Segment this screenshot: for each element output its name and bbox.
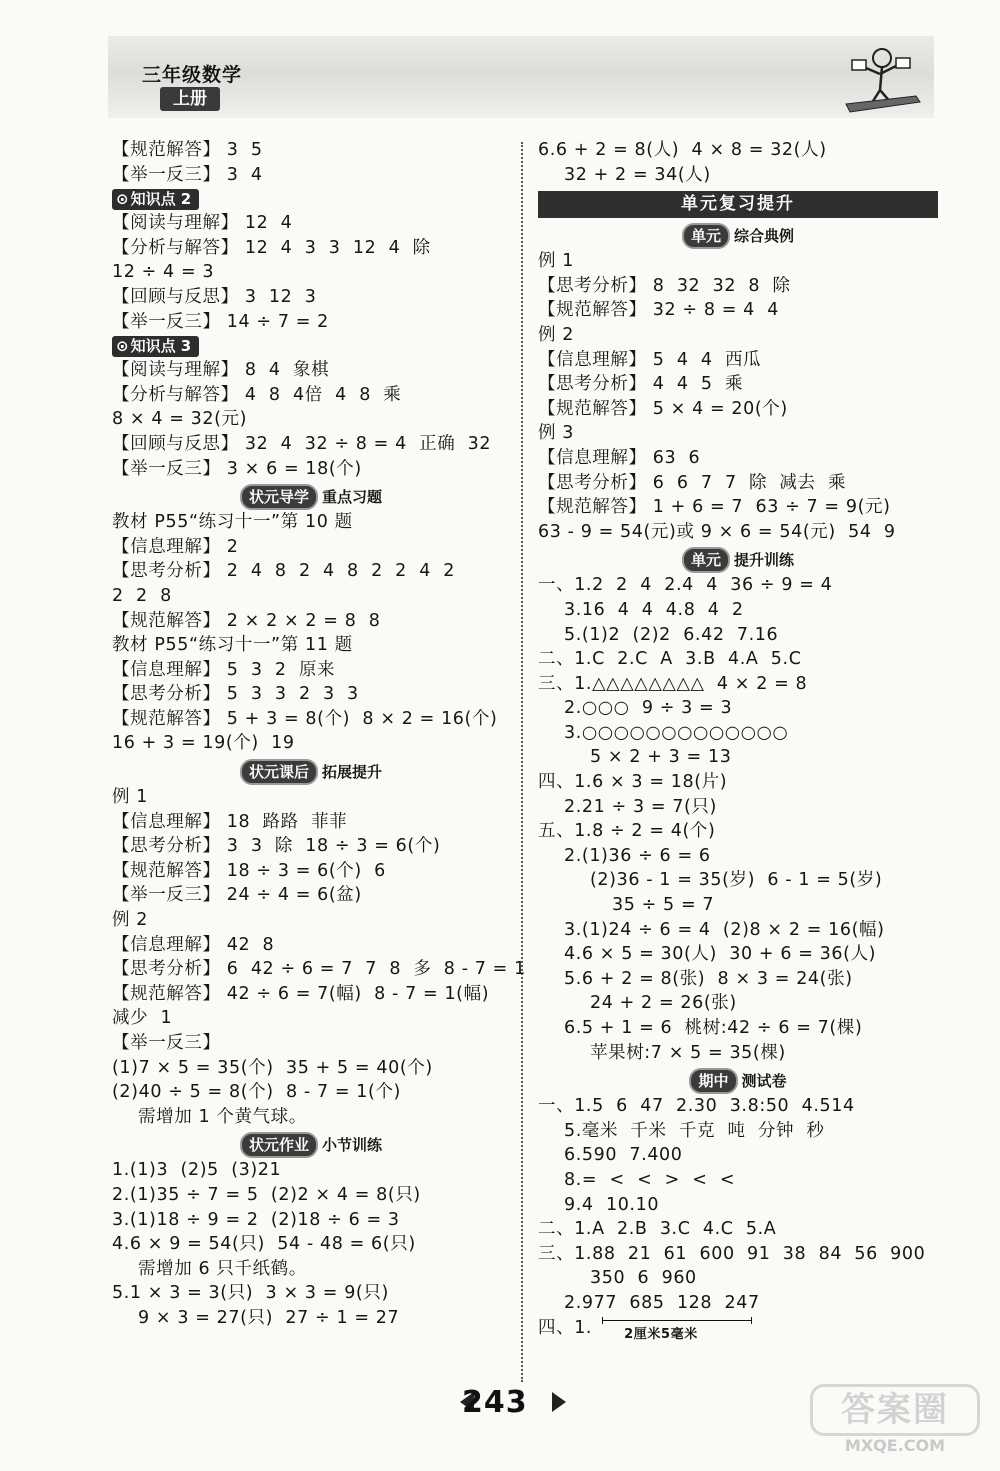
section-title: 小节训练	[322, 1135, 383, 1154]
answer-line: 35 ÷ 5 = 7	[612, 895, 715, 916]
answer-line: 【规范解答】 5 + 3 = 8(个) 8 × 2 = 16(个)	[112, 708, 498, 729]
target-icon: ⊙	[116, 337, 129, 356]
answer-line: 【信息理解】 5 3 2 原来	[112, 659, 336, 680]
section-badge: 状元课后	[240, 759, 318, 785]
right-column	[538, 138, 938, 1340]
answer-line: 【举一反三】	[112, 1033, 221, 1053]
section-title: 拓展提升	[322, 762, 383, 781]
answer-line: 350 6 960	[590, 1268, 697, 1289]
answer-line: 12 ÷ 4 = 3	[112, 262, 215, 283]
knowledge-point-tag	[112, 189, 199, 210]
answer-line: 【举一反三】 3 × 6 = 18(个)	[112, 458, 362, 479]
answer-line: 3.(1)24 ÷ 6 = 4 (2)8 × 2 = 16(幅)	[564, 919, 885, 940]
answer-line: 3.(1)18 ÷ 9 = 2 (2)18 ÷ 6 = 3	[112, 1209, 400, 1230]
answer-line: 三、1.88 21 61 600 91 38 84 56 900	[538, 1243, 926, 1264]
answer-line: 3.16 4 4 4.8 4 2	[564, 599, 744, 620]
section-header	[538, 1066, 938, 1094]
section-header	[538, 545, 938, 573]
answer-line: 二、1.A 2.B 3.C 4.C 5.A	[538, 1219, 777, 1240]
answer-line: 教材 P55“练习十一”第 11 题	[112, 635, 353, 656]
volume-badge: 上册	[160, 87, 220, 111]
answer-line: 四、1.6 × 3 = 18(片)	[538, 772, 728, 793]
watermark-url: MXQE.COM	[844, 1436, 946, 1455]
answer-line: (2)36 - 1 = 35(岁) 6 - 1 = 5(岁)	[590, 870, 883, 891]
answer-line: 【分析与解答】 12 4 3 3 12 4 除	[112, 237, 431, 258]
answer-line: 2.977 685 128 247	[564, 1292, 760, 1313]
answer-line: 一、1.5 6 47 2.30 3.8:50 4.514	[538, 1096, 855, 1117]
answer-line: 2.○○○ 9 ÷ 3 = 3	[564, 698, 733, 719]
section-header	[112, 757, 510, 785]
answer-line: 【信息理解】 63 6	[538, 447, 701, 468]
answer-line: 32 + 2 = 34(人)	[564, 164, 711, 185]
watermark-logo: 答案圈	[810, 1384, 980, 1436]
answer-line: 【回顾与反思】 32 4 32 ÷ 8 = 4 正确 32	[112, 433, 492, 454]
answer-line: 2.(1)36 ÷ 6 = 6	[564, 845, 711, 866]
answer-line: 4.6 × 5 = 30(人) 30 + 6 = 36(人)	[564, 944, 877, 965]
answer-line: 5.6 + 2 = 8(张) 8 × 3 = 24(张)	[564, 968, 853, 989]
answer-line: 【思考分析】 5 3 3 2 3 3	[112, 684, 359, 705]
answer-line: 【阅读与理解】 8 4 象棋	[112, 360, 330, 381]
knowledge-point-label: 知识点 3	[130, 337, 192, 356]
answer-line: 【思考分析】 3 3 除 18 ÷ 3 = 6(个)	[112, 836, 441, 857]
answer-line: 8 × 4 = 32(元)	[112, 409, 248, 430]
answer-line: 例 1	[538, 251, 574, 272]
answer-line: 【规范解答】 2 × 2 × 2 = 8 8	[112, 610, 381, 631]
answer-line: 【思考分析】 6 6 7 7 除 减去 乘	[538, 472, 847, 493]
answer-line: 9.4 10.10	[564, 1194, 660, 1215]
answer-line: 2.21 ÷ 3 = 7(只)	[564, 796, 717, 817]
segment-length-label: 2厘米5毫米	[624, 1326, 698, 1342]
answer-line: 5.1 × 3 = 3(只) 3 × 3 = 9(只)	[112, 1283, 389, 1304]
answer-line: 【阅读与理解】 12 4	[112, 213, 293, 234]
knowledge-point-tag	[112, 336, 199, 357]
ruler-answer-line	[538, 1316, 938, 1341]
section-header	[112, 1130, 510, 1158]
answer-line: 【规范解答】 5 × 4 = 20(个)	[538, 398, 788, 419]
reading-student-illustration	[842, 44, 924, 116]
answer-line: 2.(1)35 ÷ 7 = 5 (2)2 × 4 = 8(只)	[112, 1184, 421, 1205]
answer-line: 例 1	[112, 787, 148, 808]
answer-line: (2)40 ÷ 5 = 8(个) 8 - 7 = 1(个)	[112, 1082, 401, 1103]
answer-line: 5 × 2 + 3 = 13	[590, 747, 732, 768]
section-badge: 单元	[682, 547, 730, 573]
answer-line: 三、1.△△△△△△△△ 4 × 2 = 8	[538, 673, 808, 694]
answer-line: 【举一反三】 14 ÷ 7 = 2	[112, 311, 329, 332]
answer-line: (1)7 × 5 = 35(个) 35 + 5 = 40(个)	[112, 1057, 433, 1078]
answer-line: 6.5 + 1 = 6 桃树:42 ÷ 6 = 7(棵)	[564, 1018, 863, 1038]
section-header	[112, 482, 510, 510]
column-divider	[521, 142, 523, 1382]
answer-line: 5.(1)2 (2)2 6.42 7.16	[564, 624, 779, 645]
answer-line: 苹果树:7 × 5 = 35(棵)	[590, 1042, 786, 1063]
answer-line: 【思考分析】 8 32 32 8 除	[538, 275, 791, 296]
answer-line: 【分析与解答】 4 8 4倍 4 8 乘	[112, 384, 402, 405]
answer-line: 6.6 + 2 = 8(人) 4 × 8 = 32(人)	[538, 140, 827, 160]
answer-line: 【规范解答】 1 + 6 = 7 63 ÷ 7 = 9(元)	[538, 497, 891, 518]
answer-line: 2 2 8	[112, 585, 172, 606]
answer-line: 【信息理解】 18 路路 菲菲	[112, 811, 348, 832]
section-title: 重点习题	[322, 487, 383, 506]
watermark	[810, 1384, 980, 1464]
ruler-question-number: 四、1.	[538, 1317, 593, 1338]
section-badge: 状元导学	[240, 484, 318, 510]
answer-line: 需增加 6 只千纸鹤。	[138, 1258, 307, 1279]
answer-line: 【信息理解】 5 4 4 西瓜	[538, 349, 762, 370]
section-badge: 单元	[682, 223, 730, 249]
answer-line: 例 3	[538, 423, 574, 444]
answer-line: 【举一反三】 3 4	[112, 164, 263, 185]
answer-line: 1.(1)3 (2)5 (3)21	[112, 1160, 282, 1181]
target-icon: ⊙	[116, 190, 129, 209]
answer-line: 减少 1	[112, 1008, 173, 1029]
answer-line: 8.= < < > < <	[564, 1169, 736, 1190]
answer-line: 例 2	[112, 910, 148, 931]
answer-line: 【举一反三】 24 ÷ 4 = 6(盆)	[112, 885, 362, 906]
answer-line: 例 2	[538, 324, 574, 345]
section-badge: 状元作业	[240, 1132, 318, 1158]
knowledge-point-label: 知识点 2	[130, 190, 192, 209]
page-number: 243	[462, 1385, 528, 1420]
answer-line: 【规范解答】 42 ÷ 6 = 7(幅) 8 - 7 = 1(幅)	[112, 983, 490, 1004]
answer-line: 需增加 1 个黄气球。	[138, 1106, 307, 1127]
answer-line: 【规范解答】 3 5	[112, 140, 263, 160]
answer-line: 【信息理解】 42 8	[112, 934, 275, 955]
line-segment-drawing	[602, 1317, 752, 1342]
answer-line: 【规范解答】 18 ÷ 3 = 6(个) 6	[112, 860, 386, 881]
answer-line: 9 × 3 = 27(只) 27 ÷ 1 = 27	[138, 1307, 400, 1328]
section-title: 综合典例	[734, 226, 795, 245]
answer-line: 【回顾与反思】 3 12 3	[112, 286, 317, 307]
answer-line: 教材 P55“练习十一”第 10 题	[112, 512, 353, 533]
answer-line: 二、1.C 2.C A 3.B 4.A 5.C	[538, 649, 802, 670]
answer-line: 【信息理解】 2	[112, 536, 239, 557]
section-title: 提升训练	[734, 550, 795, 569]
section-badge: 期中	[689, 1068, 737, 1094]
answer-line: 24 + 2 = 26(张)	[590, 993, 737, 1014]
answer-line: 63 - 9 = 54(元)或 9 × 6 = 54(元) 54 9	[538, 521, 896, 542]
knowledge-point-row	[112, 187, 510, 211]
unit-review-banner: 单元复习提升	[538, 191, 938, 218]
answer-line: 5.毫米 千米 千克 吨 分钟 秒	[564, 1120, 825, 1141]
answer-line: 【规范解答】 32 ÷ 8 = 4 4	[538, 300, 779, 321]
answer-line: 【思考分析】 6 42 ÷ 6 = 7 7 8 多 8 - 7 = 1	[112, 959, 526, 980]
grade-title: 三年级数学	[142, 64, 243, 86]
answer-line: 【思考分析】 2 4 8 2 4 8 2 2 4 2	[112, 561, 456, 582]
answer-line: 3.○○○○○○○○○○○○○	[564, 722, 789, 743]
answer-line: 4.6 × 9 = 54(只) 54 - 48 = 6(只)	[112, 1234, 416, 1255]
next-arrow-icon	[552, 1392, 566, 1412]
answer-line: 一、1.2 2 4 2.4 4 36 ÷ 9 = 4	[538, 575, 833, 596]
answer-line: 【思考分析】 4 4 5 乘	[538, 374, 744, 395]
section-header	[538, 221, 938, 249]
answer-line: 五、1.8 ÷ 2 = 4(个)	[538, 821, 716, 842]
knowledge-point-row	[112, 334, 510, 358]
section-title: 测试卷	[741, 1071, 787, 1090]
answer-line: 6.590 7.400	[564, 1145, 683, 1166]
answer-line: 16 + 3 = 19(个) 19	[112, 733, 295, 754]
left-column	[112, 138, 526, 1331]
